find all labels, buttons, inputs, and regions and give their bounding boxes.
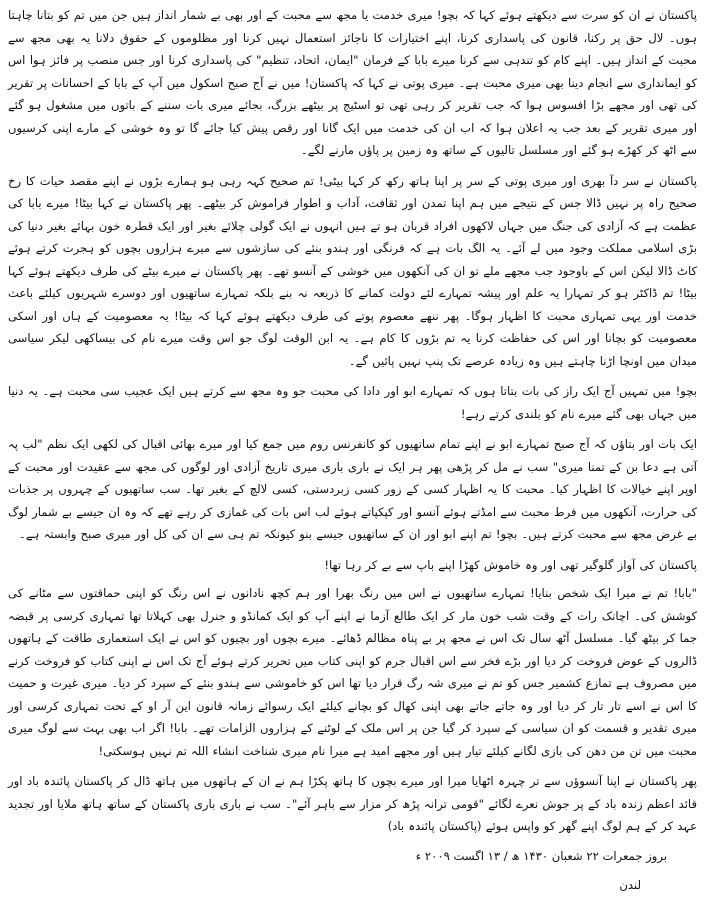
article-paragraph-4: ایک بات اور بتاؤں کہ آج صبح تمہارے ابو نے اپنے تمام ساتھیوں کو کانفرنس روم میں جمع کیا اور میرے بھائی اقبال کی لکھی ایک نظم "لب پہ آتی ہے دعا بن کے تمنا میری" سب نے مل کر پڑھی پھر ہر ایک نے باری باری میری تاریخ آزادی اور لوگوں کی مجھ سے عقیدت اور محبت کے اوپر اپنے خیالات کا اظہار کیا۔ محبت کا یہ اظہار کسی کے زور کسی زبردستی، کسی لالچ کے بغیر تھا۔ سب ساتھیوں کے چہروں پر جذبات کی حرارت، آنکھوں میں فرط محبت سے امڈتے ہوئے آنسو اور کپکپاتے ہوئے لب اس بات کی غمازی کر رہے تھے کہ وہ ان جیسے بے شمار لوگ بے غرض مجھ سے محبت کرتے ہیں۔ بچو! تم اپنے ابو اور ان کے ساتھیوں جیسے بنو کیونکہ تم ہی سے ان کی کل اور میری صبح وابستہ ہے۔ — [8, 437, 697, 541]
article-paragraph-6: "بابا! تم نے میرا ایک شخص بنایا! تمہارے ساتھیوں نے اس میں رنگ بھرا اور ہم کچھ نادانوں نے اس رنگ کو اپنی حماقتوں سے مٹانے کی کوشش کی۔ اچانک رات کے وقت شب خون مار کر ایک طالع آزما نے اپنے آپ کو ایک کمانڈو و جنرل بھی کہلاتا تھا تمہاری کرسی پر قبضہ جما کر بیٹھ گیا۔ مسلسل آٹھ سال تک اس نے مجھ پر بے پناہ مظالم ڈھائے۔ میرے بچوں اور بچیوں کو اس نے ایک استعماری طاقت کے ہاتھوں ڈالروں کے عوض فروخت کر دیا اور بڑے فخر سے اس اقبال جرم کو اپنی کتاب میں تحریر کرتے ہوئے آج تک اس نے اپنی کتاب کو فروخت کرنے میں مصروف ہے تمازع کشمیر جس کو تم نے میری شہ رگ قرار دیا تھا اس کو خاموشی سے ہندو بنئے کے سپرد کر دیا۔ میری غیرت و حمیت کا اس نے اسے تار تار کر دیا اور وہ جاتے جاتے بھی اپنی کھال کو بچانے کیلئے ایک رسوائے زمانہ قانون این آر او کے تحت تمہاری کرسی اور میری تقدیر و قسمت کو ان سیاسی کے سپرد کر گیا جن پر اس ملک کے لوٹنے کے ہزاروں الزامات تھے۔ بابا! اگر اب بھی بہت سے لوگ میری محبت میں تن من دھن کی بازی لگانے کیلئے تیار ہیں اور مجھے امید ہے میرا نام میری شناخت انشاء اللہ تم نہیں ہوسکتی! — [8, 586, 697, 758]
date-line: بروز جمعرات ۲۲ شعبان ۱۴۳۰ ھ / ۱۳ اگست ۲۰۰۹ ء — [415, 849, 667, 863]
article-paragraph-2: پاکستان نے سر دآ بھری اور میری پوتی کے سر پر اپنا ہاتھ رکھ کر کہا بیٹی! تم صحیح کہہ رہی ہو ہمارے بڑوں نے اپنے مقصد حیات کا رخ صحیح راہ پر نہیں ڈالا جس کے نتیجے میں ہم اپنا تمدن اور ثقافت، آداب و اطوار فراموش کر بیٹھے۔ پھر پاکستان نے کہا بیٹا! میرے بابا کی عظمت ہے کہ آزادی کی جنگ میں جہاں لاکھوں افراد قربان ہو تے ہیں انہوں نے ایک گولی چلائے بغیر اور ایک قطرہ خون بہائے بغیر دنیا کی بڑی اسلامی مملکت وجود میں لے آئے۔ یہ الگ بات ہے کہ فرنگی اور ہندو بنئے کی سازشوں سے میرے ہزاروں بچوں کو ہجرت کرتے ہوئے کاٹ ڈالا لیکن اس کے باوجود جب مجھے ملے تو ان کی آنکھوں میں خوشی کے آنسو تھے۔ پھر پاکستان نے میرے بیٹے کی طرف دیکھتے ہوئے کہا بیٹا! تم ڈاکٹر ہو کر تمہارا یہ علم اور پیشہ تمہارے لئے دولت کمانے کا ذریعہ نہ بنے بلکہ تمہارے ساتھیوں اور دوسرے شہریوں کیلئے باعث خدمت اور یہی تمہاری محبت کا اظہار ہوگا۔ پھر ننھے معصوم پوتے کی طرف دیکھتے ہوئے کہا کہ بیٹا! یہ معصومیت کے ہاں اور اسکی معصومیت کو بچانا اور اس کی حفاظت کرنا یہ تم بڑوں کا کام ہے۔ یہ ابن الوقت لوگ جو اس وقت میرے نام کی بیساکھی لیکر سیاسی میدان میں اونچا اڑنا چاہتے ہیں وہ زیادہ عرصے تک پنپ نہیں پائیں گے۔ — [8, 173, 697, 368]
place-name: لندن — [619, 878, 641, 892]
article-paragraph-7: پھر پاکستان نے اپنا آنسوؤں سے تر چہرہ اٹھایا میرا اور میرے بچوں کا ہاتھ پکڑا ہم نے ان کے ہاتھوں میں ہاتھ ڈال کر پاکستان پائندہ باد اور قائد اعظم زندہ باد کے پر جوش نعرے لگائے "قومی ترانہ پڑھ کر مزار سے باہر آئے"۔ سب نے باری باری پاکستان کے ساتھ ہاتھ ملایا اور تجدید عہد کر کے ہم لوگ اپنے گھر کو واپس ہوئے (پاکستان پائندہ باد) — [8, 774, 697, 833]
article-paragraph-3: بچو! میں تمہیں آج ایک راز کی بات بتاتا ہوں کہ تمہارے ابو اور دادا کی محبت جو وہ مجھ سے کرتے ہیں ایک عجیب سی محبت ہے۔ یہ دنیا میں جہاں بھی گئے میرے نام کو بلندی کرتے رہے! — [8, 384, 697, 421]
article-paragraph-1: پاکستان نے ان کو سرت سے دیکھتے ہوئے کہا کہ بچو! میری خدمت یا مجھ سے محبت کے اور بھی بے شمار انداز ہیں جن میں تم کو بتانا چاہتا ہوں۔ لال حق پر رکنا، قانون کی پاسداری کرنا، اپنے اختیارات کا ناجائز استعمال نہیں کرنا اور مظلوموں کے حقوق دلانا یہ بھی مجھ سے محبت کے انداز ہیں۔ اپنے کام کو تندہی سے کرنا میرے بابا کے فرمان "ایمان، اتحاد، تنظیم" کی پاسداری کرنا اور جس منصب پر فائز ہوا اس کو ایمانداری سے انجام دینا بھی میری محبت ہے۔ میری پوتی نے کہا کہ پاکستان! میں نے آج صبح اسکول میں آپ کے بابا کے احسانات پر تقریر کی تھی اور مجھے بڑا افسوس ہوا کہ جب تقریر کر رہی تھی تو اسٹیج پر بیٹھے بزرگ، بجائے میری بات سننے کے باتوں میں مشغول ہو گئے اور میری تقریر کے بعد جب یہ اعلان ہوا کہ اب ان کی خدمت میں ایک گانا اور رقص پیش کیا جائے گا تو وہ خوشی کے مارے اپنی کرسیوں سے اٹھ کر کھڑے ہو گئے اور مسلسل تالیوں کے ساتھ وہ زمین پر پاؤں مارنے لگے۔ — [8, 8, 697, 157]
article-paragraph-5: پاکستان کی آواز گلوگیر تھی اور وہ خاموش کھڑا اپنے باپ سے بے کر رہا تھا! — [324, 557, 697, 572]
